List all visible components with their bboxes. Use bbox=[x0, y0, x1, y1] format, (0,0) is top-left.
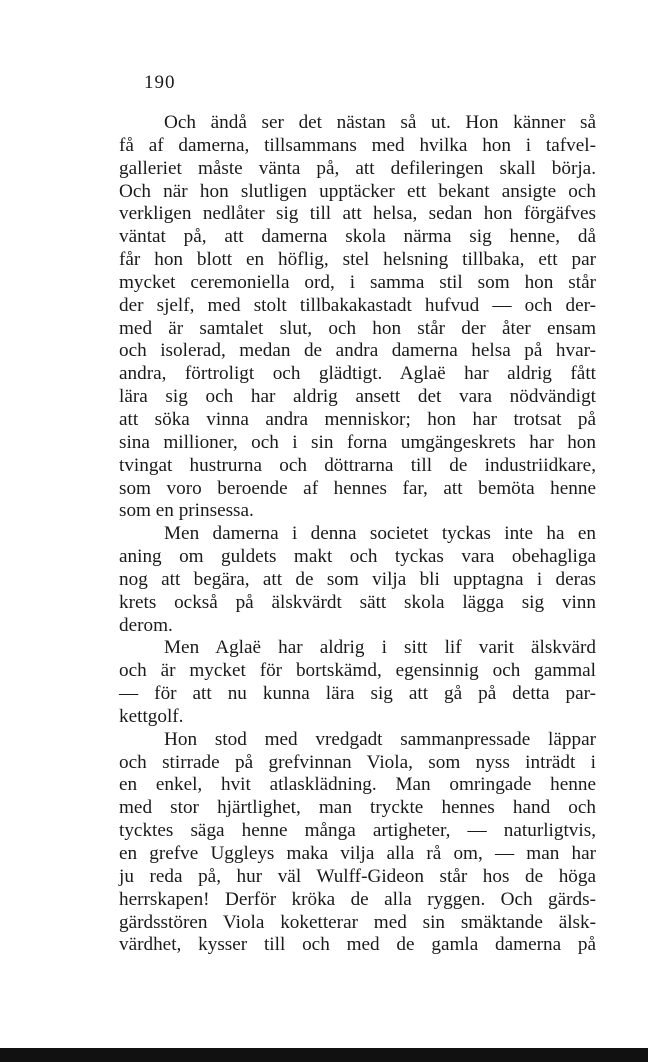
text-line: Men damerna i denna societet tyckas inte ha en bbox=[164, 523, 596, 545]
page-bottom-edge bbox=[0, 1048, 648, 1062]
text-line: galleriet måste vänta på, att defileringen skall börja. bbox=[119, 157, 596, 179]
text-line: lära sig och har aldrig ansett det vara nödvändigt bbox=[119, 386, 596, 408]
text-line: Men Aglaë har aldrig i sitt lif varit älskvärd bbox=[164, 637, 596, 659]
text-line: få af damerna, tillsammans med hvilka hon i tafvel- bbox=[119, 134, 596, 156]
page-number: 190 bbox=[144, 72, 176, 93]
text-line: och stirrade på grefvinnan Viola, som nyss inträdt i bbox=[119, 751, 596, 773]
text-line: nog att begära, att de som vilja bli upptagna i deras bbox=[119, 568, 596, 590]
text-line: som voro beroende af hennes far, att bemöta henne bbox=[119, 477, 596, 499]
text-line: herrskapen! Derför kröka de alla ryggen. Och gärds- bbox=[119, 888, 596, 910]
text-line: att söka vinna andra menniskor; hon har trotsat på bbox=[119, 408, 596, 430]
text-line: Och ändå ser det nästan så ut. Hon känner så bbox=[164, 112, 596, 133]
text-line: tvingat hustrurna och döttrarna till de industriidkare, bbox=[119, 454, 596, 476]
text-body bbox=[119, 112, 596, 957]
text-line: som en prinsessa. bbox=[119, 500, 254, 522]
text-line: och är mycket för bortskämd, egensinnig och gammal bbox=[119, 660, 596, 682]
text-line: tycktes säga henne många artigheter, — naturligtvis, bbox=[119, 820, 596, 842]
text-line: derom. bbox=[119, 614, 173, 636]
text-line: krets också på älskvärdt sätt skola lägga sig vinn bbox=[119, 591, 596, 613]
text-line: verkligen nedlåter sig till att helsa, sedan hon förgäfves bbox=[119, 203, 596, 225]
text-line: der sjelf, med stolt tillbakakastadt hufvud — och der- bbox=[119, 294, 596, 316]
text-line: Hon stod med vredgadt sammanpressade läppar bbox=[164, 728, 596, 750]
text-line: Och när hon slutligen upptäcker ett bekant ansigte och bbox=[119, 180, 596, 202]
text-line: får hon blott en höflig, stel helsning tillbaka, ett par bbox=[119, 249, 596, 271]
text-line: kettgolf. bbox=[119, 705, 184, 727]
text-line: andra, förtroligt och glädtigt. Aglaë har aldrig fått bbox=[119, 363, 596, 385]
text-line: väntat på, att damerna skola närma sig henne, då bbox=[119, 226, 596, 248]
text-line: — för att nu kunna lära sig att gå på detta par- bbox=[119, 683, 596, 705]
text-line: med stor hjärtlighet, man tryckte hennes hand och bbox=[119, 797, 596, 819]
text-line: ju reda på, hur väl Wulff-Gideon står hos de höga bbox=[119, 865, 596, 887]
text-line: och isolerad, medan de andra damerna helsa på hvar- bbox=[119, 340, 596, 362]
text-line: värdhet, kysser till och med de gamla damerna på bbox=[119, 934, 596, 956]
text-line: en enkel, hvit atlasklädning. Man omringade henne bbox=[119, 774, 596, 796]
text-line: gärdsstören Viola koketterar med sin smäktande älsk- bbox=[119, 911, 596, 933]
text-line: en grefve Uggleys maka vilja alla rå om, — man har bbox=[119, 843, 596, 864]
text-line: aning om guldets makt och tyckas vara obehagliga bbox=[119, 546, 596, 568]
text-line: mycket ceremoniella ord, i samma stil som hon står bbox=[119, 271, 596, 293]
text-line: med är samtalet slut, och hon står der åter ensam bbox=[119, 317, 596, 339]
text-line: sina millioner, och i sin forna umgängeskrets har hon bbox=[119, 431, 596, 453]
